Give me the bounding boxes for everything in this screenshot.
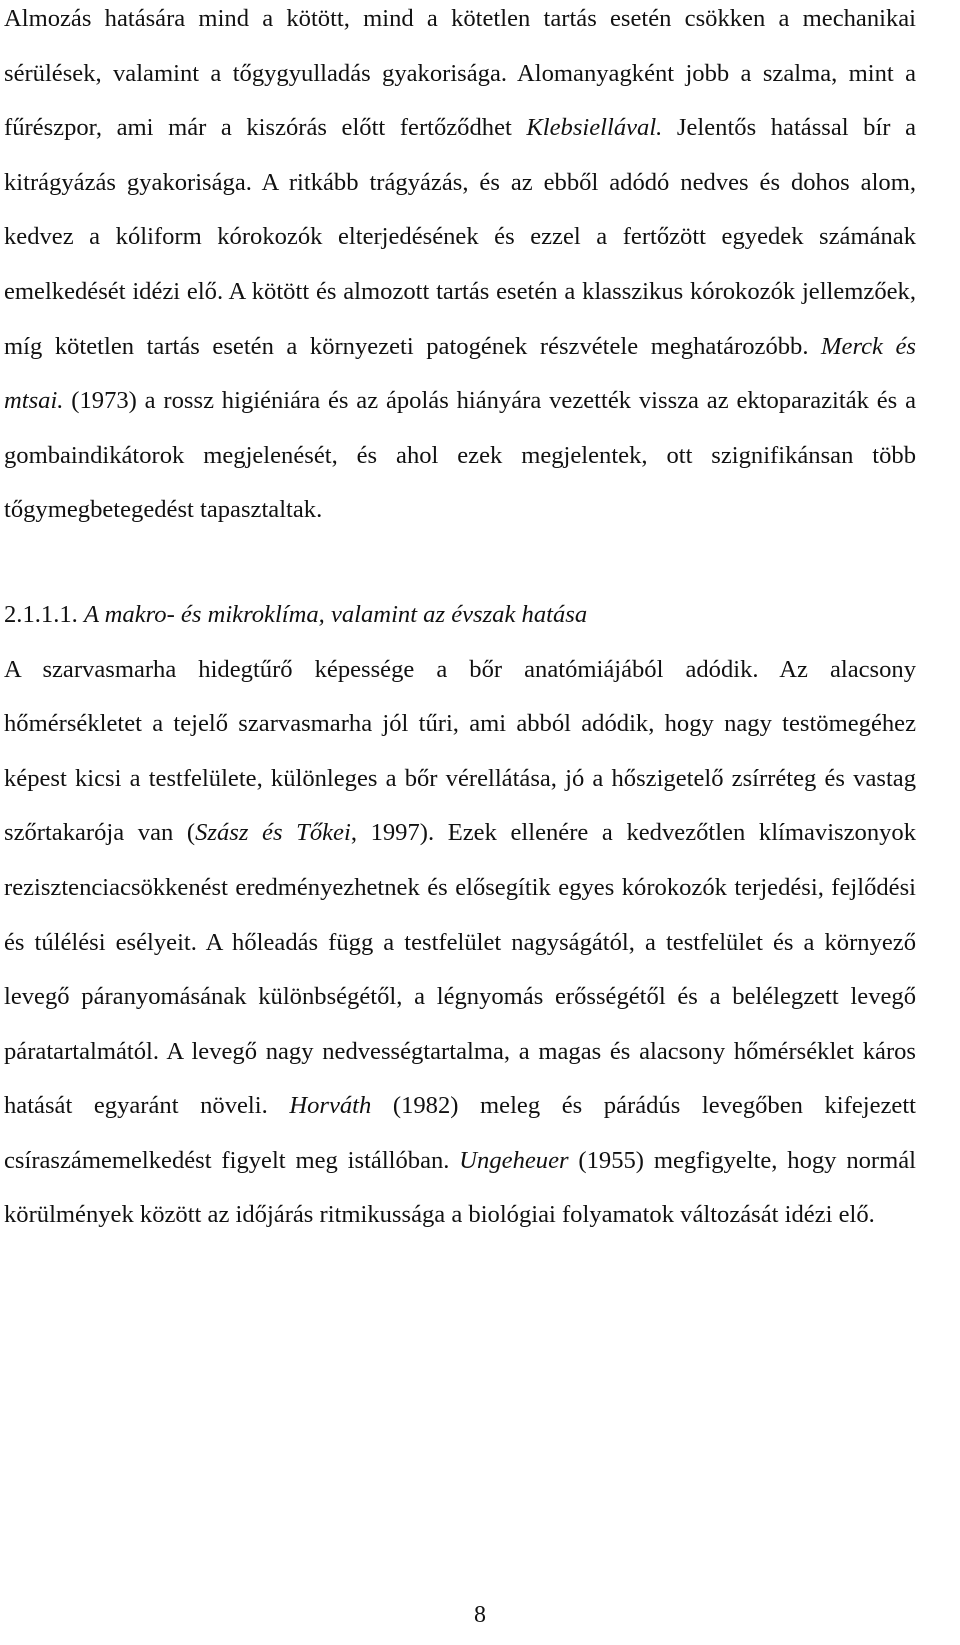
- citation-merck: Merck és mtsai.: [4, 332, 916, 415]
- paragraph-2-text-1: A szarvasmarha hidegtűrő képessége a bőr anatómiájából adódik. Az alacsony hőmérsékletet a tejelő szarvasmarha jól tűri, ami abból adódik, hogy nagy testömegéhez képest kicsi a testfelülete, különleges a bőr vérellátása, jó a hőszigetelő zsírréteg és vastag szőrtakarója van (: [4, 655, 916, 847]
- document-page: [4, 0, 916, 1243]
- citation-szasz-tokei: Szász és Tőkei: [195, 819, 351, 847]
- paragraph-1-text-3: (1973) a rossz higiéniára és az ápolás hiányára vezették vissza az ektoparaziták és a gombaindikátorok megjelenését, és ahol ezek megjelentek, ott szignifikánsan több tőgymegbetegedést tapasztaltak.: [4, 387, 916, 524]
- paragraph-2-text-2: , 1997). Ezek ellenére a kedvezőtlen klímaviszonyok rezisztenciacsökkenést eredményezhetnek és elősegítik egyes kórokozók terjedési, fejlődési és túlélési esélyeit. A hőleadás függ a testfelület nagyságától, a testfelület és a környező levegő páranyomásának különbségétől, a légnyomás erősségétől és a belélegzett levegő páratartalmától. A levegő nagy nedvességtartalma, a magas és alacsony hőmérséklet káros hatását egyaránt növeli.: [4, 819, 917, 1120]
- paragraph-2-text-3: (1982) meleg és párádús levegőben kifejezett csíraszámemelkedést figyelt meg istállóban.: [4, 1092, 916, 1174]
- paragraph-2-text-4: (1955) megfigyelte, hogy normál körülmények között az időjárás ritmikussága a biológiai folyamatok változását idézi elő.: [4, 1146, 916, 1229]
- section-title: A makro- és mikroklíma, valamint az évszak hatása: [83, 600, 588, 628]
- paragraph-1-text-1: Almozás hatására mind a kötött, mind a kötetlen tartás esetén csökken a mechanikai sérülések, valamint a tőgygyulladás gyakorisága. Alomanyagként jobb a szalma, mint a fűrészpor, ami már a kiszórás előtt fertőződhet: [4, 5, 916, 142]
- paragraph-1-text-2: Jelentős hatással bír a kitrágyázás gyakorisága. A ritkább trágyázás, és az ebből adódó nedves és dohos alom, kedvez a kóliform kórokozók elterjedésének és ezzel a fertőzött egyedek számának emelkedését idézi elő. A kötött és almozott tartás esetén a klasszikus kórokozók jellemzőek, míg kötetlen tartás esetén a környezeti patogének részvétele meghatározóbb.: [4, 114, 916, 360]
- citation-klebsiella: Klebsiellával.: [526, 114, 663, 142]
- citation-horvath: Horváth: [289, 1092, 372, 1120]
- citation-ungeheuer: Ungeheuer: [459, 1146, 569, 1174]
- page-number: 8: [474, 1602, 486, 1628]
- section-heading: [4, 588, 916, 643]
- body-paragraph-1: [4, 0, 916, 538]
- body-paragraph-2: [4, 643, 916, 1244]
- section-number: 2.1.1.1.: [4, 600, 78, 628]
